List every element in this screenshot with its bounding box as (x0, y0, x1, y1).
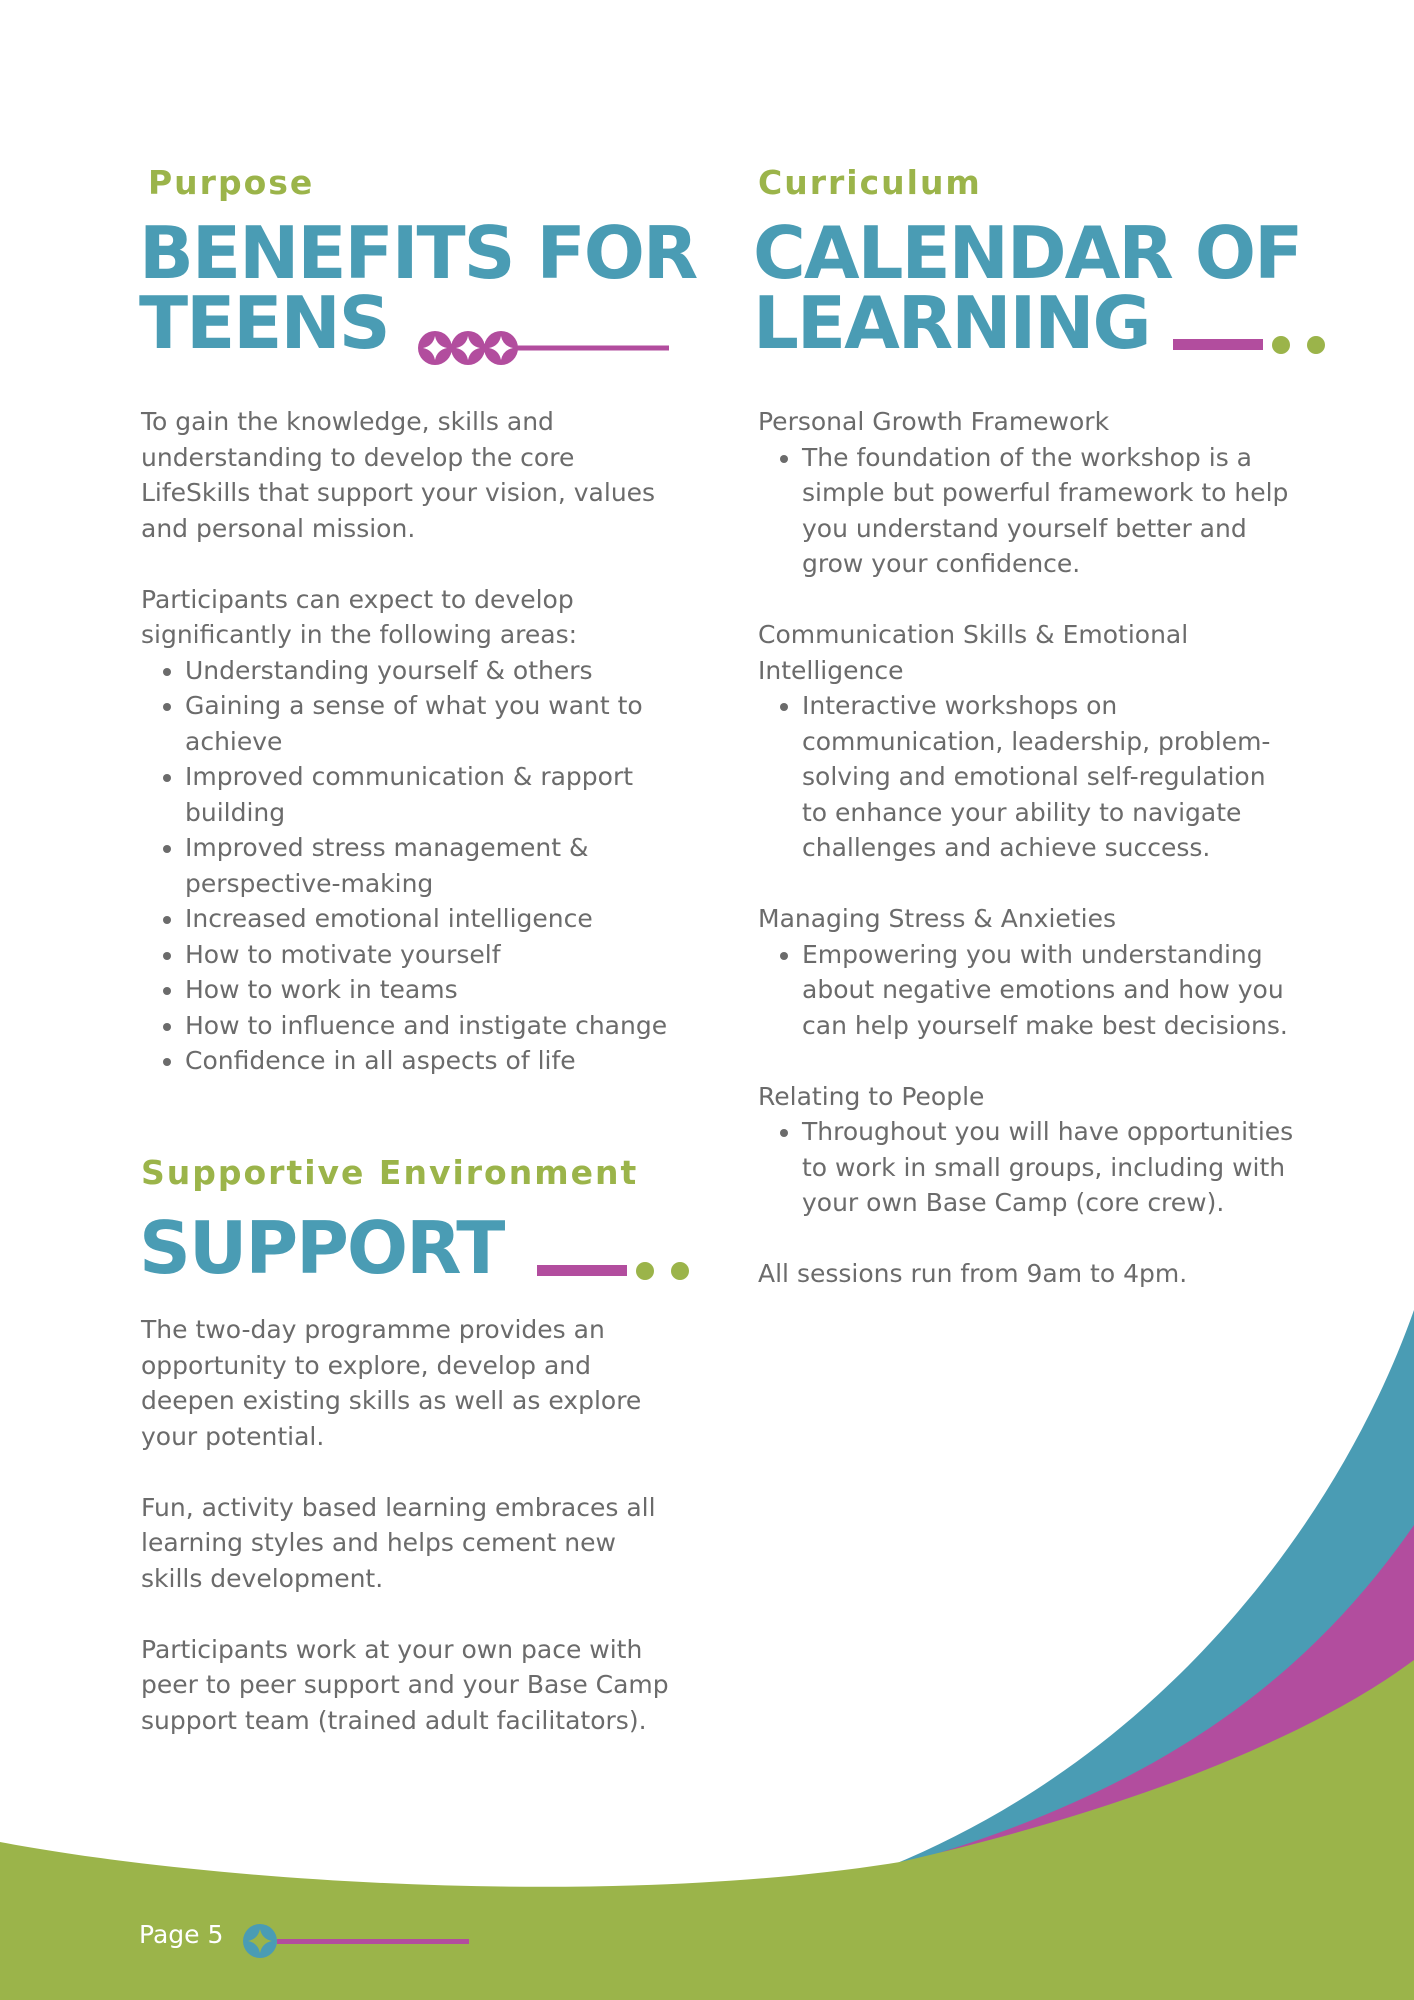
sessions-note: All sessions run from 9am to 4pm. (758, 1259, 1188, 1288)
list-item: • Understanding yourself & others (185, 653, 681, 689)
divider-line (537, 1265, 627, 1276)
curriculum-body (758, 404, 1298, 1292)
benefits-expect: Participants can expect to develop significantly in the following areas: (141, 584, 578, 649)
dot-icon (671, 1262, 689, 1280)
dot-icon (636, 1262, 654, 1280)
support-paragraph: Fun, activity based learning embraces all learning styles and helps cement new skills development. (141, 1492, 656, 1593)
calendar-title-line1: CALENDAR OF (753, 211, 1302, 295)
benefits-title-line1: BENEFITS FOR (139, 211, 697, 295)
list-item: • Gaining a sense of what you want to achieve (185, 688, 681, 759)
benefits-areas-list (141, 653, 681, 1079)
calendar-title-line2: LEARNING (753, 281, 1150, 365)
support-body (141, 1312, 681, 1738)
benefits-intro: To gain the knowledge, skills and understanding to develop the core LifeSkills that support your vision, values and personal mission. (141, 407, 656, 543)
page-number: Page 5 (139, 1920, 224, 1949)
benefits-body (141, 404, 681, 1079)
section-list (758, 440, 1298, 582)
star-circles-divider (418, 330, 673, 366)
dot-icon (1272, 336, 1290, 354)
dot-icon (1307, 336, 1325, 354)
curriculum-eyebrow: Curriculum (758, 163, 982, 202)
section-heading: Managing Stress & Anxieties (758, 904, 1116, 933)
list-item: • Throughout you will have opportunities to work in small groups, including with your own Base Camp (core crew). (802, 1114, 1298, 1221)
list-item: • Empowering you with understanding about negative emotions and how you can help yourself make best decisions. (802, 937, 1298, 1044)
section-list (758, 937, 1298, 1044)
footer-divider (243, 1924, 473, 1958)
divider-line (277, 1939, 469, 1944)
support-paragraph: The two-day programme provides an opportunity to explore, develop and deepen existing skills as well as explore your potential. (141, 1315, 642, 1451)
section-list (758, 688, 1298, 866)
list-item: • Increased emotional intelligence (185, 901, 681, 937)
list-item: • Confidence in all aspects of life (185, 1043, 681, 1079)
section-heading: Personal Growth Framework (758, 407, 1110, 436)
support-paragraph: Participants work at your own pace with peer to peer support and your Base Camp support team (trained adult facilitators). (141, 1634, 669, 1735)
benefits-title-line2: TEENS (139, 281, 389, 365)
list-item: • The foundation of the workshop is a simple but powerful framework to help you understand yourself better and grow your confidence. (802, 440, 1298, 582)
line-dots-divider (537, 1261, 693, 1283)
list-item: • How to motivate yourself (185, 937, 681, 973)
line-dots-divider (1173, 335, 1329, 357)
support-eyebrow: Supportive Environment (141, 1153, 639, 1192)
section-heading: Relating to People (758, 1081, 985, 1111)
purpose-eyebrow: Purpose (148, 163, 315, 202)
list-item: • How to work in teams (185, 972, 681, 1008)
list-item: • Improved communication & rapport building (185, 759, 681, 830)
support-title: SUPPORT (139, 1206, 504, 1290)
section-heading: Communication Skills & Emotional Intelligence (758, 620, 1189, 685)
list-item: • How to influence and instigate change (185, 1008, 681, 1044)
divider-line (516, 346, 669, 351)
list-item: • Interactive workshops on communication, leadership, problem-solving and emotional self-regulation to enhance your ability to navigate challenges and achieve success. (802, 688, 1298, 866)
divider-line (1173, 339, 1263, 350)
list-item: • Improved stress management & perspective-making (185, 830, 681, 901)
section-list (758, 1114, 1298, 1221)
